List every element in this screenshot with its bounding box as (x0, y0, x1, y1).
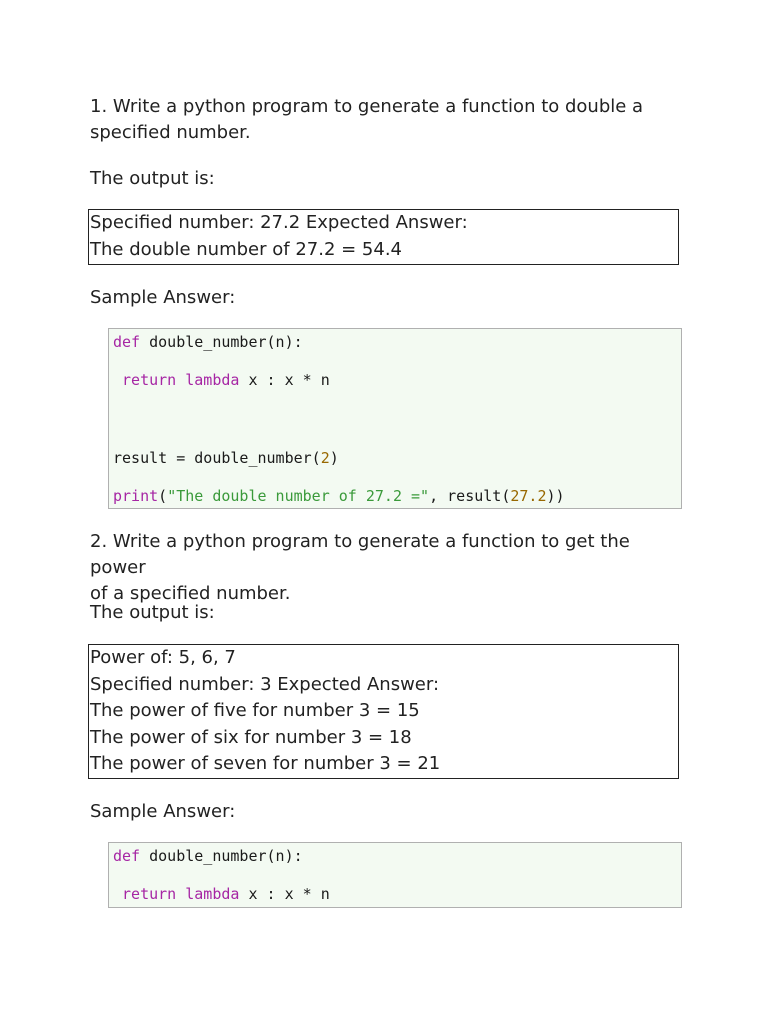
code-line (113, 884, 330, 904)
code-space (176, 371, 185, 389)
code-text: )) (546, 487, 565, 505)
output-line: The power of seven for number 3 = 21 (90, 753, 441, 775)
code-number: 27.2 (510, 487, 547, 505)
code-line (113, 370, 330, 390)
code-line (113, 486, 565, 506)
code-keyword: lambda (185, 371, 240, 389)
code-indent (113, 885, 122, 903)
code-text: double_number(n): (140, 333, 303, 351)
code-keyword: print (113, 487, 159, 505)
question-2-line: of a specified number. (90, 583, 291, 604)
output-line: The power of six for number 3 = 18 (90, 726, 412, 748)
code-text: ) (329, 449, 339, 467)
code-block-1 (108, 328, 682, 509)
code-text: double_number(n): (140, 847, 303, 865)
output-line: The double number of 27.2 = 54.4 (90, 238, 402, 260)
question-2-text (90, 529, 690, 607)
code-keyword: def (113, 333, 141, 351)
question-1-text (90, 94, 690, 146)
sample-answer-label-1: Sample Answer: (90, 287, 236, 308)
code-space (176, 885, 185, 903)
question-2-line: 2. Write a python program to generate a function to get the power (90, 531, 630, 578)
output-label-2: The output is: (90, 602, 215, 623)
output-line: Power of: 5, 6, 7 (90, 647, 236, 668)
code-string: "The double number of 27.2 =" (167, 487, 430, 505)
output-label-1: The output is: (90, 168, 215, 189)
code-text: , result( (429, 487, 511, 505)
code-line (113, 448, 339, 468)
code-line (113, 332, 303, 352)
question-1-line: 1. Write a python program to generate a function to double a (90, 96, 644, 117)
code-block-2 (108, 842, 682, 908)
output-line: Specified number: 27.2 Expected Answer: (90, 212, 468, 233)
code-indent (113, 371, 122, 389)
expected-output-box-2 (88, 644, 679, 779)
code-text: x : x * n (239, 371, 330, 389)
code-keyword: lambda (185, 885, 240, 903)
expected-output-box-1 (88, 209, 679, 265)
code-text: result = double_number( (113, 449, 321, 467)
code-keyword: def (113, 847, 141, 865)
code-text: ( (158, 487, 168, 505)
code-keyword: return (122, 371, 177, 389)
code-line (113, 846, 303, 866)
code-keyword: return (122, 885, 177, 903)
code-number: 2 (320, 449, 330, 467)
output-line: The power of five for number 3 = 15 (90, 700, 420, 722)
code-text: x : x * n (239, 885, 330, 903)
question-1-line: specified number. (90, 122, 251, 143)
sample-answer-label-2: Sample Answer: (90, 801, 236, 822)
output-line: Specified number: 3 Expected Answer: (90, 673, 440, 695)
